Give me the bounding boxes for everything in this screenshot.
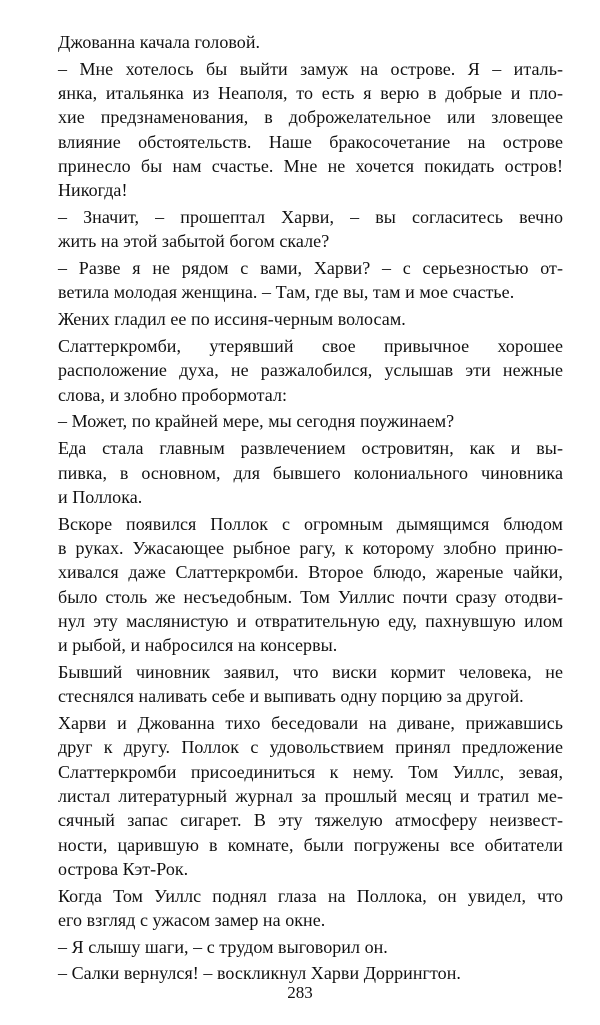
paragraph-8 <box>58 436 563 509</box>
text-line: хие предзнаменования, в доброжелательное или зловещее <box>58 107 563 128</box>
paragraph-9 <box>58 512 563 658</box>
paragraph-13 <box>58 935 563 959</box>
paragraph-5 <box>58 307 563 331</box>
text-line: Вскоре появился Поллок с огромным дымящимся блюдом <box>58 513 563 534</box>
text-line: янка, итальянка из Неаполя, то есть я верю в добрые и пло- <box>58 83 563 104</box>
text-line: Еда стала главным развлечением островитян, как и вы- <box>58 438 563 459</box>
text-line: его взгляд с ужасом замер на окне. <box>58 909 326 930</box>
text-line: и Поллока. <box>58 486 143 507</box>
text-line: – Мне хотелось бы выйти замуж на острове. Я – италь- <box>58 58 563 79</box>
text-line: ности, царившую в комнате, были погружены все обитатели <box>58 834 563 855</box>
body-text <box>58 30 563 986</box>
text-line: жить на этой забытой богом скале? <box>58 231 330 252</box>
text-line: принесло бы нам счастье. Мне не хочется покидать остров! <box>58 155 563 176</box>
text-line: в руках. Ужасающее рыбное рагу, к которому злобно приню- <box>58 537 563 558</box>
paragraph-4 <box>58 256 563 305</box>
paragraph-7 <box>58 409 563 433</box>
text-line: – Я слышу шаги, – с трудом выговорил он. <box>58 936 388 957</box>
text-line: Слаттеркромби присоединиться к нему. Том Уиллс, зевая, <box>58 761 563 782</box>
text-line: хивался даже Слаттеркромби. Второе блюдо, жареные чайки, <box>58 562 563 583</box>
text-line: – Может, по крайней мере, мы сегодня поужинаем? <box>58 411 455 432</box>
text-line: Слаттеркромби, утерявший свое привычное хорошее <box>58 336 563 357</box>
paragraph-12 <box>58 884 563 933</box>
paragraph-10 <box>58 660 563 709</box>
text-line: – Салки вернулся! – воскликнул Харви Доррингтон. <box>58 963 461 984</box>
text-line: листал литературный журнал за прошлый месяц и тратил ме- <box>58 785 563 806</box>
text-line: расположение духа, не разжалобился, услышав эти нежные <box>58 360 563 381</box>
paragraph-2 <box>58 57 563 203</box>
text-line: Бывший чиновник заявил, что виски кормит человека, не <box>58 661 563 682</box>
text-line: острова Кэт-Рок. <box>58 858 189 879</box>
text-line: – Значит, – прошептал Харви, – вы согласитесь вечно <box>58 207 563 228</box>
paragraph-3 <box>58 205 563 254</box>
paragraph-6 <box>58 334 563 407</box>
text-line: сячный запас сигарет. В эту тяжелую атмосферу неизвест- <box>58 810 563 831</box>
page-number: 283 <box>287 983 313 1002</box>
text-line: слова, и злобно пробормотал: <box>58 384 288 405</box>
text-line: влияние обстоятельств. Наше бракосочетание на острове <box>58 131 563 152</box>
paragraph-1 <box>58 30 563 54</box>
text-line: ветила молодая женщина. – Там, где вы, там и мое счастье. <box>58 282 515 303</box>
text-line: Никогда! <box>58 180 128 201</box>
text-line: друг к другу. Поллок с удовольствием принял предложение <box>58 737 563 758</box>
text-line: – Разве я не рядом с вами, Харви? – с серьезностью от- <box>58 258 563 279</box>
text-line: нул эту маслянистую и отвратительную еду, пахнувшую илом <box>58 610 563 631</box>
text-line: было столь же несъедобным. Том Уиллис почти сразу отодви- <box>58 586 563 607</box>
text-line: Джованна качала головой. <box>58 32 261 52</box>
paragraph-11 <box>58 711 563 881</box>
text-line: и рыбой, и набросился на консервы. <box>58 635 338 656</box>
text-line: Когда Том Уиллс поднял глаза на Поллока, он увидел, что <box>58 885 563 906</box>
text-line: Харви и Джованна тихо беседовали на диване, прижавшись <box>58 713 563 734</box>
text-line: пивка, в основном, для бывшего колониального чиновника <box>58 462 563 483</box>
text-line: Жених гладил ее по иссиня-черным волосам. <box>58 309 406 330</box>
text-line: стеснялся наливать себе и выпивать одну порцию за другой. <box>58 686 524 707</box>
